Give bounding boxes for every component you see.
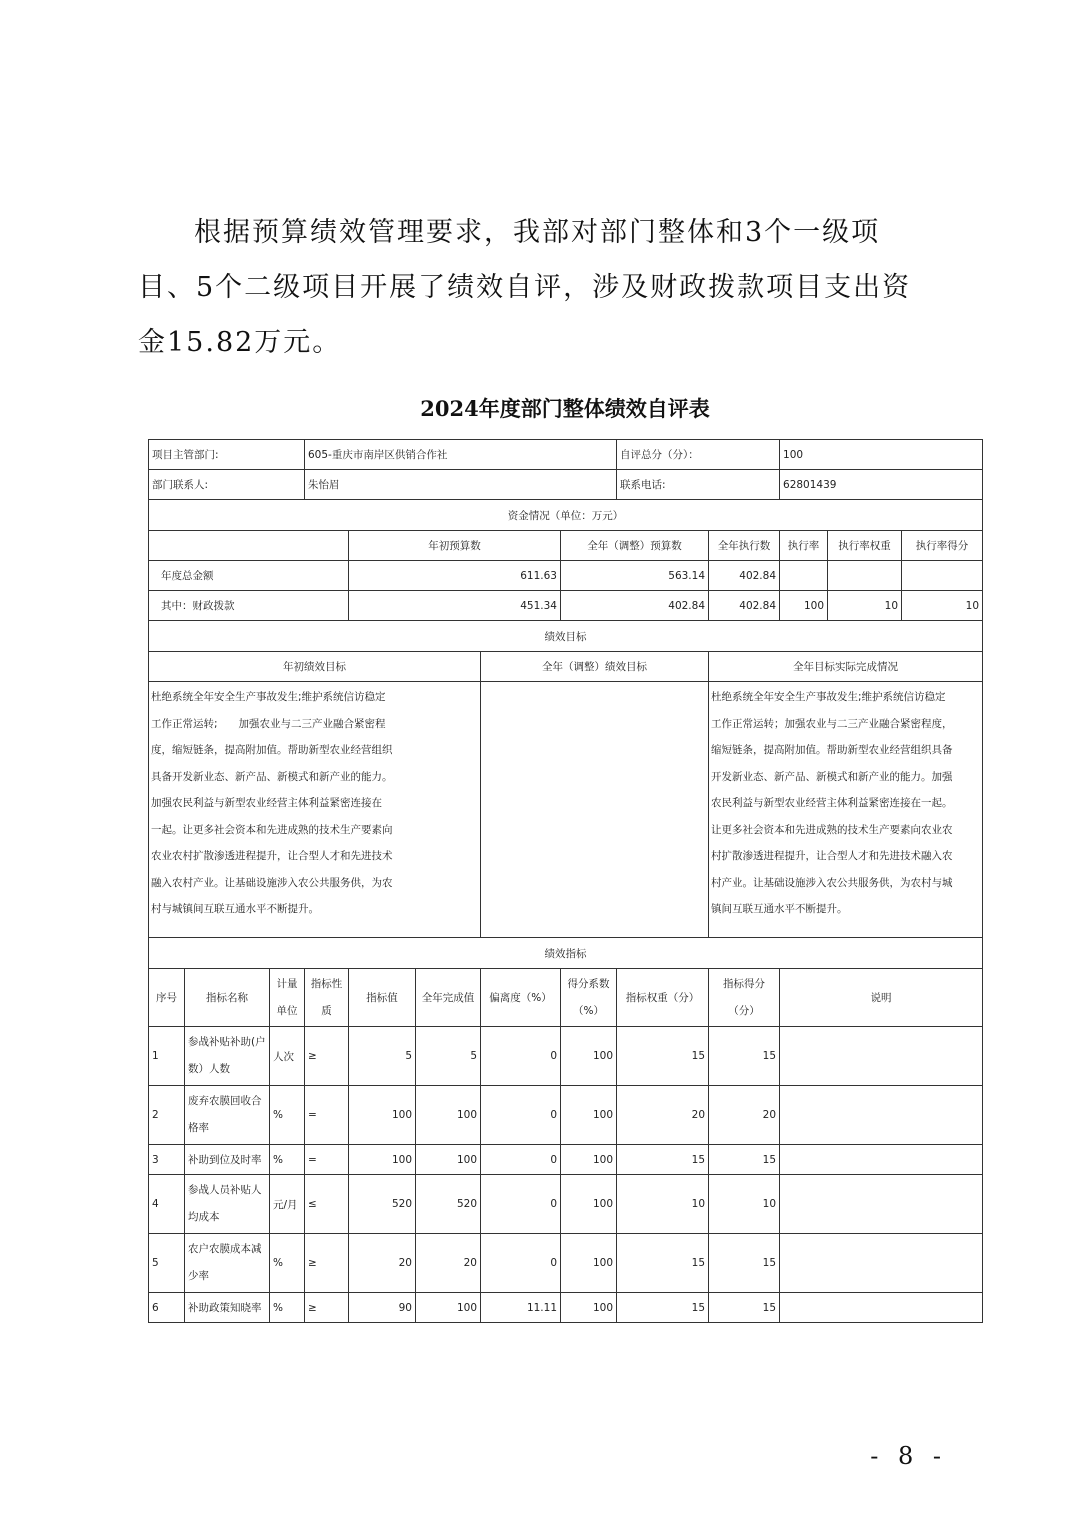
cell-value: 520 [349, 1175, 416, 1234]
cell-value: 5 [349, 1027, 416, 1086]
indicators-section-header: 绩效指标 [149, 938, 983, 969]
funds-header-initial: 年初预算数 [349, 531, 561, 561]
funds-section-row [149, 500, 983, 531]
info-row-dept [149, 440, 983, 470]
cell-deviation: 0 [481, 1234, 561, 1293]
table-row [149, 1175, 983, 1234]
table-row [149, 1145, 983, 1175]
cell-note [780, 1293, 983, 1323]
cell-seq: 3 [149, 1145, 185, 1175]
cell-weight: 15 [617, 1234, 709, 1293]
cell-name: 补助政策知晓率 [185, 1293, 270, 1323]
goals-section-row [149, 621, 983, 652]
cell-weight: 10 [617, 1175, 709, 1234]
cell-value: 100 [349, 1145, 416, 1175]
goal-line: 工作正常运转; 加强农业与二三产业融合紧密程 [151, 717, 386, 730]
funds-section-header: 资金情况（单位：万元） [149, 500, 983, 531]
table-row [149, 1234, 983, 1293]
funds-row-fiscal [149, 591, 983, 621]
funds-cell: 563.14 [561, 561, 709, 591]
cell-value: 100 [349, 1086, 416, 1145]
cell-note [780, 1175, 983, 1234]
cell-name: 废弃农膜回收合 格率 [185, 1086, 270, 1145]
cell-nature: = [305, 1086, 349, 1145]
cell-deviation: 0 [481, 1145, 561, 1175]
score-label: 自评总分（分）： [617, 440, 780, 470]
goal-line: 镇间互联互通水平不断提升。 [711, 903, 848, 915]
cell-nature: ≥ [305, 1234, 349, 1293]
col-done: 全年完成值 [416, 969, 481, 1027]
cell-score: 15 [709, 1027, 780, 1086]
cell-score: 15 [709, 1293, 780, 1323]
cell-note [780, 1027, 983, 1086]
funds-cell: 402.84 [561, 591, 709, 621]
cell-name: 参战补贴补助(户 数）人数 [185, 1027, 270, 1086]
cell-unit: % [270, 1086, 305, 1145]
goal-line: 农业农村扩散渗透进程提升，让合型人才和先进技术 [151, 850, 393, 862]
funds-row-label: 年度总金额 [149, 561, 349, 591]
intro-paragraph [138, 205, 938, 370]
table-row [149, 1293, 983, 1323]
funds-header-blank [149, 531, 349, 561]
cell-unit: % [270, 1234, 305, 1293]
funds-cell [828, 561, 902, 591]
funds-cell: 611.63 [349, 561, 561, 591]
contact-label: 部门联系人: [149, 470, 305, 500]
cell-deviation: 11.11 [481, 1293, 561, 1323]
funds-cell [780, 561, 828, 591]
table-row [149, 1086, 983, 1145]
col-value: 指标值 [349, 969, 416, 1027]
cell-name: 参战人员补贴人 均成本 [185, 1175, 270, 1234]
col-nature: 指标性 质 [305, 969, 349, 1027]
cell-nature: ≤ [305, 1175, 349, 1234]
goals-section-header: 绩效目标 [149, 621, 983, 652]
cell-coef: 100 [561, 1293, 617, 1323]
col-name: 指标名称 [185, 969, 270, 1027]
goal-line: 加强农民利益与新型农业经营主体利益紧密连接在 [151, 797, 382, 809]
cell-unit: 元/月 [270, 1175, 305, 1234]
cell-score: 15 [709, 1234, 780, 1293]
cell-deviation: 0 [481, 1175, 561, 1234]
goals-initial-text [149, 682, 481, 938]
funds-cell: 10 [828, 591, 902, 621]
funds-row-label: 其中：财政拨款 [149, 591, 349, 621]
col-score: 指标得分 （分） [709, 969, 780, 1027]
col-unit: 计量 单位 [270, 969, 305, 1027]
goal-line: 度，缩短链条，提高附加值。帮助新型农业经营组织 [151, 744, 393, 756]
funds-cell: 402.84 [709, 591, 780, 621]
cell-weight: 15 [617, 1027, 709, 1086]
goal-line: 村产业。让基础设施涉入农公共服务供，为农村与城 [711, 876, 953, 889]
cell-note [780, 1086, 983, 1145]
performance-table [148, 439, 983, 1323]
cell-seq: 2 [149, 1086, 185, 1145]
funds-cell: 100 [780, 591, 828, 621]
info-row-contact [149, 470, 983, 500]
cell-value: 20 [349, 1234, 416, 1293]
cell-coef: 100 [561, 1027, 617, 1086]
goal-line: 一起。让更多社会资本和先进成熟的技术生产要素向 [151, 823, 393, 836]
goal-line: 让更多社会资本和先进成熟的技术生产要素向农业农 [711, 823, 953, 836]
goal-line: 村扩散渗透进程提升，让合型人才和先进技术融入农 [711, 850, 953, 862]
cell-done: 5 [416, 1027, 481, 1086]
cell-weight: 15 [617, 1145, 709, 1175]
goals-adjusted-text [481, 682, 709, 938]
goal-line: 杜绝系统全年安全生产事故发生;维护系统信访稳定 [151, 691, 386, 703]
cell-name: 补助到位及时率 [185, 1145, 270, 1175]
cell-unit: % [270, 1145, 305, 1175]
cell-deviation: 0 [481, 1027, 561, 1086]
phone-value: 62801439 [780, 470, 983, 500]
cell-nature: ≥ [305, 1027, 349, 1086]
cell-coef: 100 [561, 1175, 617, 1234]
goal-line: 缩短链条，提高附加值。帮助新型农业经营组织具备 [711, 744, 953, 756]
indicators-header-row [149, 969, 983, 1027]
contact-value: 朱怡眉 [305, 470, 617, 500]
funds-cell: 451.34 [349, 591, 561, 621]
cell-seq: 6 [149, 1293, 185, 1323]
goal-line: 杜绝系统全年安全生产事故发生;维护系统信访稳定 [711, 691, 946, 703]
cell-done: 100 [416, 1145, 481, 1175]
cell-score: 15 [709, 1145, 780, 1175]
cell-note [780, 1145, 983, 1175]
cell-unit: 人次 [270, 1027, 305, 1086]
goal-line: 农民利益与新型农业经营主体利益紧密连接在一起。 [711, 797, 953, 809]
table-title: 2024年度部门整体绩效自评表 [420, 396, 710, 421]
cell-name: 农户农膜成本减 少率 [185, 1234, 270, 1293]
cell-done: 20 [416, 1234, 481, 1293]
cell-weight: 20 [617, 1086, 709, 1145]
cell-weight: 15 [617, 1293, 709, 1323]
phone-label: 联系电话: [617, 470, 780, 500]
col-deviation: 偏离度（%） [481, 969, 561, 1027]
cell-unit: % [270, 1293, 305, 1323]
funds-row-total [149, 561, 983, 591]
goals-content-row [149, 682, 983, 938]
goals-header-actual: 全年目标实际完成情况 [709, 652, 983, 682]
cell-coef: 100 [561, 1145, 617, 1175]
cell-note [780, 1234, 983, 1293]
funds-header-executed: 全年执行数 [709, 531, 780, 561]
cell-seq: 5 [149, 1234, 185, 1293]
goals-actual-text [709, 682, 983, 938]
funds-cell: 10 [902, 591, 983, 621]
goals-header-initial: 年初绩效目标 [149, 652, 481, 682]
cell-done: 520 [416, 1175, 481, 1234]
cell-score: 10 [709, 1175, 780, 1234]
cell-coef: 100 [561, 1086, 617, 1145]
funds-header-score: 执行率得分 [902, 531, 983, 561]
funds-header-adjusted: 全年（调整）预算数 [561, 531, 709, 561]
cell-done: 100 [416, 1293, 481, 1323]
dept-value: 605-重庆市南岸区供销合作社 [305, 440, 617, 470]
intro-text: 根据预算绩效管理要求，我部对部门整体和3个一级项目、5个二级项目开展了绩效自评，涉及财政拨款项目支出资金15.82万元。 [138, 217, 912, 358]
col-note: 说明 [780, 969, 983, 1027]
goal-line: 具备开发新业态、新产品、新模式和新产业的能力。 [151, 770, 393, 783]
funds-cell: 402.84 [709, 561, 780, 591]
cell-deviation: 0 [481, 1086, 561, 1145]
goals-header-row [149, 652, 983, 682]
cell-seq: 4 [149, 1175, 185, 1234]
cell-coef: 100 [561, 1234, 617, 1293]
cell-nature: = [305, 1145, 349, 1175]
goal-line: 工作正常运转；加强农业与二三产业融合紧密程度， [711, 717, 953, 730]
dept-label: 项目主管部门: [149, 440, 305, 470]
col-seq: 序号 [149, 969, 185, 1027]
goal-line: 开发新业态、新产品、新模式和新产业的能力。加强 [711, 770, 953, 783]
cell-seq: 1 [149, 1027, 185, 1086]
goals-header-adjusted: 全年（调整）绩效目标 [481, 652, 709, 682]
funds-cell [902, 561, 983, 591]
score-value: 100 [780, 440, 983, 470]
cell-value: 90 [349, 1293, 416, 1323]
indicators-section-row [149, 938, 983, 969]
funds-header-rate: 执行率 [780, 531, 828, 561]
col-coef: 得分系数 （%） [561, 969, 617, 1027]
funds-header-row [149, 531, 983, 561]
table-row [149, 1027, 983, 1086]
funds-header-weight: 执行率权重 [828, 531, 902, 561]
cell-done: 100 [416, 1086, 481, 1145]
goal-line: 村与城镇间互联互通水平不断提升。 [151, 903, 319, 915]
cell-nature: ≥ [305, 1293, 349, 1323]
cell-score: 20 [709, 1086, 780, 1145]
col-weight: 指标权重（分） [617, 969, 709, 1027]
page-number: - 8 - [870, 1442, 947, 1470]
goal-line: 融入农村产业。让基础设施涉入农公共服务供，为农 [151, 876, 393, 889]
